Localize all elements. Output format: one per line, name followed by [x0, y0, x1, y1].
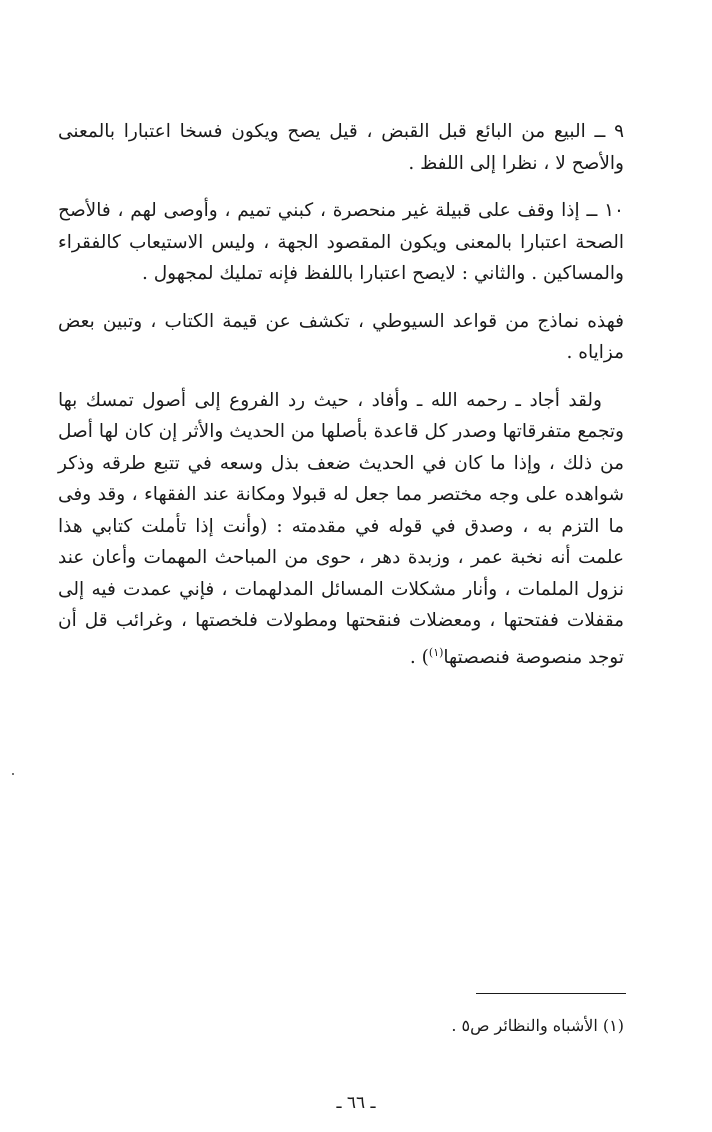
footnote: (١) الأشباه والنظائر ص٥ . [451, 1016, 624, 1035]
paragraph-praise [58, 385, 624, 674]
page-number: ـ ٦٦ ـ [336, 1093, 376, 1113]
paragraph-praise-tail: ) . [409, 646, 429, 668]
footnote-marker[interactable]: (١) [428, 645, 444, 659]
paragraph-summary: فهذه نماذج من قواعد السيوطي ، تكشف عن قيمة الكتاب ، وتبين بعض مزاياه . [58, 310, 624, 363]
paragraph-item-9: ٩ ــ البيع من البائع قبل القبض ، قيل يصح ويكون فسخا اعتبارا بالمعنى والأصح لا ، نظرا إلى اللفظ . [58, 121, 624, 174]
body-text [58, 116, 624, 689]
footnote-separator [476, 993, 626, 994]
paragraph-praise-text: ولقد أجاد ـ رحمه الله ـ وأفاد ، حيث رد الفروع إلى أصول تمسك بها وتجمع متفرقاتها وصدر كل قاعدة بأصلها من الحديث والأثر إن كان لها أصل من ذلك ، وإذا ما كان في الحديث ضعف بذل وسعه في تتبع طرقه وذكر شواهده على وجه مختصر مما جعل له قبولا ومكانة عند الفقهاء ، وقد وفى ما التزم به ، وصدق في قوله في مقدمته : (وأنت إذا تأملت كتابي هذا علمت أنه نخبة عمر ، وزبدة دهر ، حوى من المباحث المهمات وأعان عند نزول الملمات ، وأنار مشكلات المسائل المدلهمات ، فإني عمدت فيه إلى مقفلات ففتحتها ، ومعضلات فنقحتها ومطولات فلخصتها ، وغرائب قل أن توجد منصوصة فنصصتها [58, 389, 624, 668]
scan-speck [12, 773, 14, 775]
paragraph-item-10: ١٠ ــ إذا وقف على قبيلة غير منحصرة ، كبني تميم ، وأوصى لهم ، فالأصح الصحة اعتبارا بالمعنى ويكون المقصود الجهة ، وليس الاستيعاب كالفقراء والمساكين . والثاني : لايصح اعتبارا باللفظ فإنه تمليك لمجهول . [58, 200, 624, 284]
